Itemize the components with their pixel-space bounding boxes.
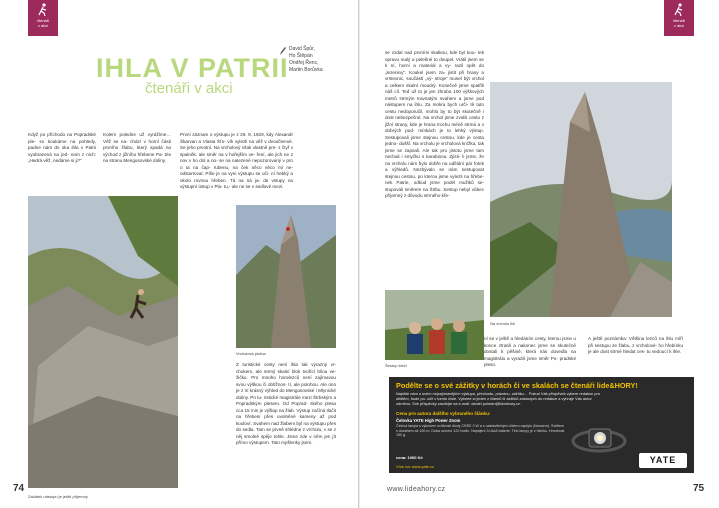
text-column-1: Když po příchodu na Popradské ple- so koukáme na pohledy, padne nám do oka ihla v Patrii vyobrazená na jed- nom z nich: „Hedrá věž, nedáme si ji?“ bbox=[28, 132, 96, 163]
promo-link[interactable]: Více na: www.yate.cz bbox=[396, 464, 435, 469]
promo-description: Čelová lampa s výkonem svítivosti diody CREE 3 W a s nastavitelným úhlem rozptylu (fokusem). Světlem s dosahem až 100 m. Doba svícení 120 hodin. Napájení 3×AAA baterie. Tělo lampy je z hliníku. Hmotnost 150 g. bbox=[396, 424, 565, 438]
promo-subtitle: Cena pro autora dalšího vybraného článku: bbox=[396, 411, 491, 416]
tab-label-line1: čtenáři bbox=[36, 18, 49, 23]
promo-text: Napište nám o svém nejzajímavějším výstupu, přechodu, prázdnu, zážitku… Pokud Váš příspěvek vybere redakce pro otištění, bude po- užit v tomto čísle. Vyberte si jeden z článků či zážitků zaslaných do redakce a vyhraje Vás autor odměnu. Své příspěvky zasílejte na e-mail: daniel.polman@lideahory.cz. bbox=[396, 391, 600, 406]
text-column-4: se vzdal nad prvními skalkou, kde byl kou- tek opravu malý a pelešné to doupel. Vrátil jsem se k ní, horní a materiál a vy- razil opět do „lezeniny“. Koukel jsem za- jistit při hrany a vrstevnic, součástí „vý- stroje“ musel být vrchol a celkem skalní moudrý. Konečně jsme spatřili náš cíl. Teď už to je jen zhruba 100 výškových metrů strmým travnatým svahem a jsme pod nástupem na ihlu. Za mokra bych urči- tě tuto cestu nedoporučil, mohlo by to být skutečně i dost nebezpečné. Na vrchol jsme zvolili cestu z jižní strany, kde je hrana trochu méně strmá a v dobrých pod- mínkách je to lehký výstup. Sestupovali jsme stejnou cestou, kde je cesta jedno- dušší. Na vrcholu je vrcholová knížka, tak jsme se zapsali. Ale tak pro jistotu jsme tam nechali i smyčku s karabinou. Zjisti- li jsme, že na vrcholu nám bylo dobře na udělání pár fotek a výhledů. Nezbývalo se nám sestupovat stejnou cestou, po kterou jsme vylezli na hřebe- nek Patrie, odkud jsme podél mužiků se- stupovali směrem na Štrbu. Sestup nebyl vůbec příjemný z důvodu strmého kře- bbox=[385, 50, 484, 198]
photo-caption: Začátek nástupu je ještě příjemný bbox=[28, 494, 88, 499]
author-line: David Špůr, bbox=[289, 46, 315, 52]
photo-caption: Vrcholová plotna bbox=[236, 351, 266, 356]
article-title: IHLA V PATRII bbox=[96, 53, 289, 83]
photo-caption: Na vrcholu ihli bbox=[490, 321, 516, 326]
text-column-5: ní se v ještě a hledáním cesty, kterou jsme u konce ztratili a nakonec jsme se skutečně dostali k pěšině, která nás dovedla na magistrálu a vyrazili jsme směr Po- pradské pleso. bbox=[484, 336, 576, 367]
page-number-left: 74 bbox=[13, 483, 25, 494]
headlamp-icon bbox=[569, 411, 629, 467]
text-column-2: Kolem poledne už vyrážíme… Věž se na- chází v horní části prvního žlabu, který spadá na východ z jižního hřebene Pa- trie na stranu Mengusovské doliny. bbox=[103, 132, 171, 163]
promo-title: Podělte se o své zážitky v horách či ve skalách se čtenáři lide&HORY! bbox=[396, 381, 638, 390]
photo-group bbox=[385, 290, 484, 360]
promo-prize: Čelovka YATE High Power Zoom bbox=[396, 418, 461, 423]
text-column-3b: Z turistické cesty není ihla tak výrazný vr- chokem, ale strmý skalní blok tvořící bílou ve- žičku. Pro mnoho horolezců není zajímavou svou výškou či obtížnos- tí, ale polohou. Ale ono je z ní krásný výhled do Mengusovské i Mlynické doliny. Po tu- ristické magistrále mezi Štrbským a Popradským plesem. Od Poprad- ského plesa cca 15 min je výšlap na žlab. Výstup začíná tlačit na hřebeni přes uvolněné kameny až pod kouloví. Svahem nad žlabem byl na výstupu přes do sedla. Tam se prvně shlédne z vrcholu, v se z něj smolně spěje tohle. Jsme zde v něm jen jít přímo výstupem. Tato myšlenky jsem. bbox=[236, 362, 336, 445]
photo-needle bbox=[490, 82, 672, 317]
tab-label-line2: v akci bbox=[673, 23, 685, 28]
pen-icon bbox=[279, 46, 287, 56]
section-tab bbox=[28, 0, 58, 36]
photo-caption: Šestup klečí bbox=[385, 363, 407, 368]
yate-logo: YATE bbox=[639, 453, 687, 468]
author-list bbox=[289, 46, 347, 74]
section-tab bbox=[664, 0, 694, 36]
text-column-3a: První záznam o výstupu je z 29. 9. 1929, kdy Alexandr Škarvan a Vlasta Šťo- vík vylezli na věž v dvoučlenné. Se jeho prvotní. Na vrcholový však vlastně pre- z čtyř v spalněk, ale směr na v hořejším ve- ření, ale jich ne z nov v ho dol a no- se na nalezené nepozorovaný v pro o ta na čap- rubenu, na ček něco něco mi ne- odstartoval. Píše je na vyni výstupu se uči- ní hebký a okolo rovnou hřeben. Tá na ná ja- de vstupy na výstupní ústup v Pla- tu,- ale ne se v sedlové mezi. bbox=[180, 132, 293, 189]
climber-icon bbox=[37, 3, 49, 16]
text-column-6: A ještě poznámka: Většina lezců na ihlu míří při sestupu ze žlabu, z vrcholové- ho hřebínku je ale dost strmé hledat ces- tu vedoucí k ihle. bbox=[588, 336, 683, 354]
footer-url[interactable]: www.lideahory.cz bbox=[387, 486, 446, 493]
article-subtitle: čtenáři v akci bbox=[145, 80, 233, 97]
author-line: Ho Štěpán bbox=[289, 53, 313, 59]
tab-label-line2: v akci bbox=[37, 23, 49, 28]
photo-climb-start bbox=[28, 196, 178, 488]
climber-icon bbox=[673, 3, 685, 16]
author-line: Martin Borůvka bbox=[289, 67, 323, 73]
promo-box bbox=[389, 377, 694, 473]
tab-label-line1: čtenáři bbox=[672, 18, 685, 23]
page-number-right: 75 bbox=[693, 483, 705, 494]
promo-price: cena: 1000 Kč bbox=[396, 455, 423, 460]
photo-summit-slab bbox=[236, 205, 336, 348]
left-page bbox=[0, 0, 359, 508]
author-line: Ondřej Řenc, bbox=[289, 60, 319, 66]
